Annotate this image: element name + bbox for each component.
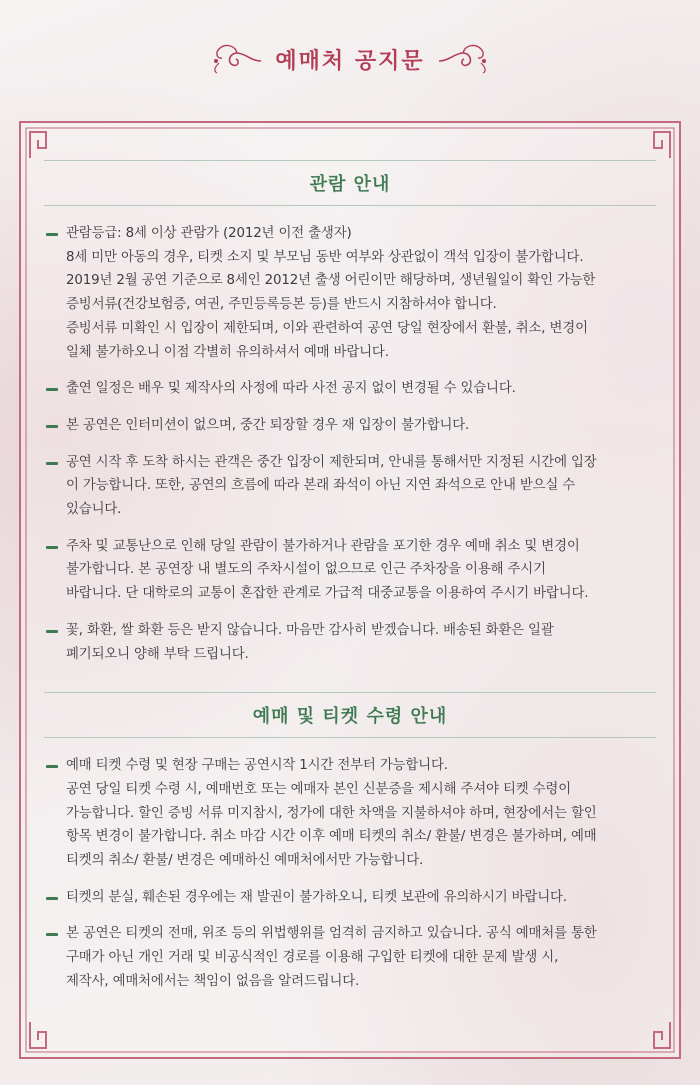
notice-text: 증빙서류(건강보험증, 여권, 주민등록등본 등)를 반드시 지참하셔야 합니다. [66,297,497,313]
notice-text: 바랍니다. 단 대학로의 교통이 혼잡한 관계로 가급적 대중교통을 이용하여 주시기 바랍니다. [66,586,589,602]
dash-bullet-icon [46,425,58,428]
section-header [44,692,656,738]
list-item [44,886,656,910]
notice-text: 공연 시작 후 도착 하시는 관객은 중간 입장이 제한되며, 안내를 통해서만 지정된 시간에 입장 [66,454,597,470]
list-item [44,451,656,522]
notice-text: 있습니다. [66,502,122,518]
list-item [44,619,656,666]
notice-text: 가능합니다. 할인 증빙 서류 미지참시, 정가에 대한 차액을 지불하셔야 하며, 현장에서는 할인 [66,805,597,821]
section-ticket-guide [44,692,656,993]
dash-bullet-icon [46,897,58,900]
dash-bullet-icon [46,233,58,236]
notice-text: 공연 당일 티켓 수령 시, 예매번호 또는 예매자 본인 신분증을 제시해 주셔야 티켓 수령이 [66,781,571,797]
section-title: 예매 및 티켓 수령 안내 [252,706,448,728]
dash-bullet-icon [46,630,58,633]
notice-text: 항목 변경이 불가합니다. 취소 마감 시간 이후 예매 티켓의 취소/ 환불/ 변경은 불가하며, 예매 [66,829,597,845]
list-item [44,222,656,364]
page-title: 예매처 공지문 [275,48,425,74]
notice-text: 구매가 아닌 개인 거래 및 비공식적인 경로를 이용해 구입한 티켓에 대한 문제 발생 시, [66,950,559,966]
notice-text: 제작사, 예매처에서는 책임이 없음을 알려드립니다. [66,973,360,989]
dash-bullet-icon [46,462,58,465]
dash-bullet-icon [46,388,58,391]
notice-text: 관람등급: 8세 이상 관람가 (2012년 이전 출생자) [66,226,352,241]
list-item [44,754,656,873]
list-item [44,414,656,438]
section-viewing-guide [44,160,656,666]
notice-text: 티켓의 취소/ 환불/ 변경은 예매하신 예매처에서만 가능합니다. [66,853,424,869]
notice-text: 꽃, 화환, 쌀 화환 등은 받지 않습니다. 마음만 감사히 받겠습니다. 배송된 화환은 일괄 [66,622,554,638]
list-item [44,922,656,993]
notice-text: 티켓의 분실, 훼손된 경우에는 재 발권이 불가하오니, 티켓 보관에 유의하시기 바랍니다. [66,889,567,905]
notice-text: 불가합니다. 본 공연장 내 별도의 주차시설이 없으므로 인근 주차장을 이용해 주시기 [66,562,546,578]
notice-text: 본 공연은 티켓의 전매, 위조 등의 위법행위를 엄격히 금지하고 있습니다. 공식 예매처를 통한 [66,926,597,942]
notice-text: 8세 미만 아동의 경우, 티켓 소지 및 부모님 동반 여부와 상관없이 객석 입장이 불가합니다. [66,249,584,265]
notice-list [44,754,656,993]
notice-text: 2019년 2월 공연 기준으로 8세인 2012년 출생 어린이만 해당하며, 생년월일이 확인 가능한 [66,273,596,289]
notice-text: 본 공연은 인터미션이 없으며, 중간 퇴장할 경우 재 입장이 불가합니다. [66,417,470,433]
dash-bullet-icon [46,765,58,768]
notice-header [0,34,700,84]
notice-text: 예매 티켓 수령 및 현장 구매는 공연시작 1시간 전부터 가능합니다. [66,758,448,774]
notice-text: 일체 불가하오니 이점 각별히 유의하셔서 예매 바랍니다. [66,344,389,360]
list-item [44,535,656,606]
swirl-ornament-left-icon [207,39,263,79]
notice-text: 폐기되오니 양해 부탁 드립니다. [66,646,249,662]
list-item [44,377,656,401]
dash-bullet-icon [46,933,58,936]
dash-bullet-icon [46,546,58,549]
section-title: 관람 안내 [309,174,391,195]
notice-text: 이 가능합니다. 또한, 공연의 흐름에 따라 본래 좌석이 아닌 지연 좌석으로 안내 받으실 수 [66,478,576,494]
notice-list [44,222,656,666]
section-header [44,160,656,206]
notice-text: 증빙서류 미확인 시 입장이 제한되며, 이와 관련하여 공연 당일 현장에서 환불, 취소, 변경이 [66,320,588,336]
notice-text: 출연 일정은 배우 및 제작사의 사정에 따라 사전 공지 없이 변경될 수 있습니다. [66,381,516,397]
swirl-ornament-right-icon [437,39,493,79]
notice-content [44,160,656,1007]
notice-text: 주차 및 교통난으로 인해 당일 관람이 불가하거나 관람을 포기한 경우 예매 취소 및 변경이 [66,538,580,554]
